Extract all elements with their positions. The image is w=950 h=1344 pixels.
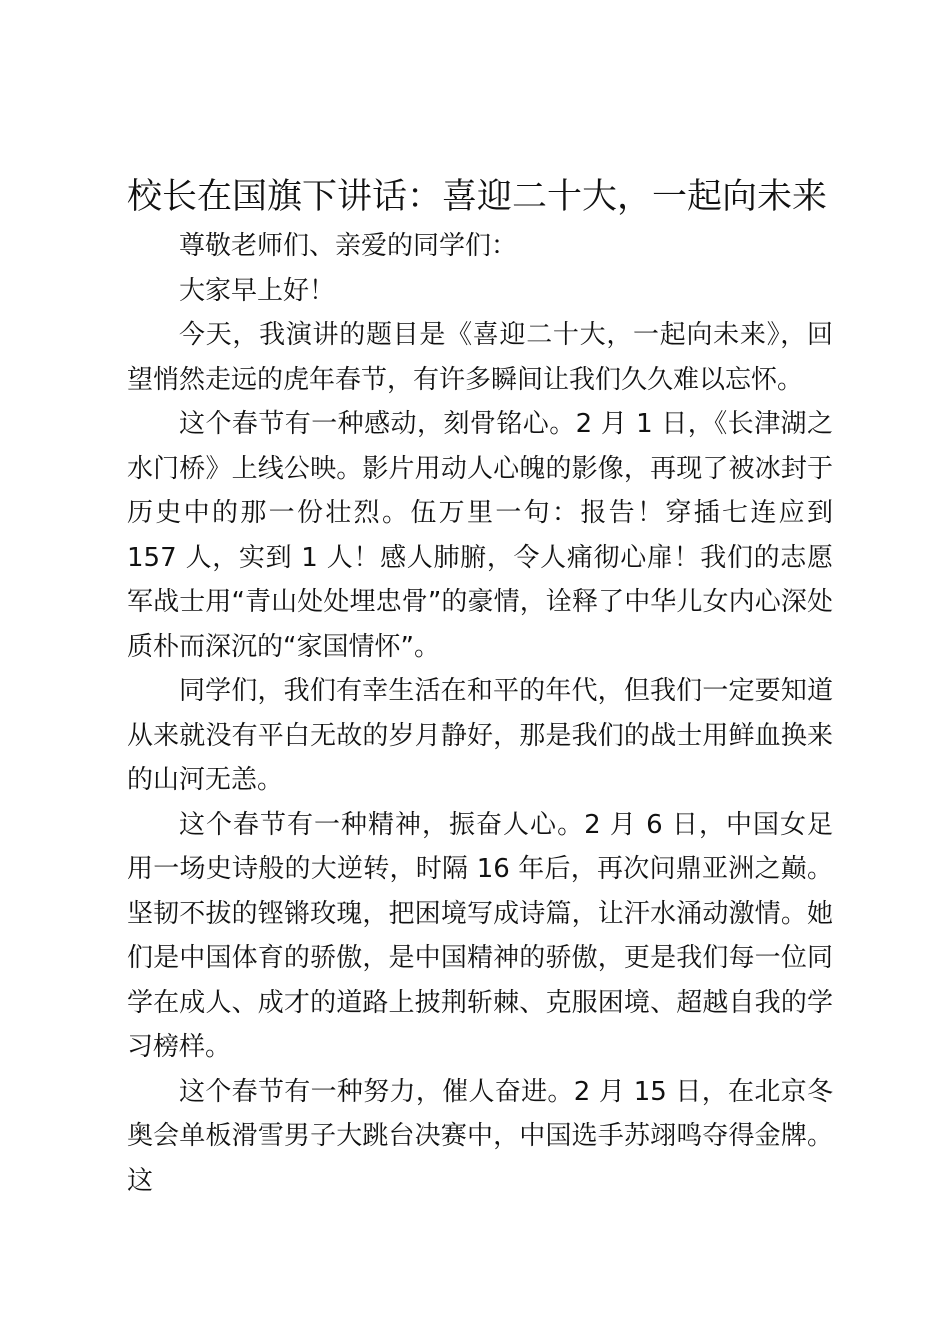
body-paragraph: 这个春节有一种努力，催人奋进。2 月 15 日，在北京冬奥会单板滑雪男子大跳台决赛中，中国选手苏翊鸣夺得金牌。这 (127, 1076, 833, 1196)
document-body (127, 224, 833, 1203)
body-paragraph: 这个春节有一种感动，刻骨铭心。2 月 1 日，《长津湖之水门桥》上线公映。影片用动人心魄的影像，再现了被冰封于历史中的那一份壮烈。伍万里一句：报告！穿插七连应到 157 人，实到 1 人！感人肺腑，令人痛彻心扉！我们的志愿军战士用“青山处处埋忠骨”的豪情，诠释了中华儿女内心深处质朴而深沉的“家国情怀”。 (127, 409, 833, 662)
salutation-paragraph: 尊敬老师们、亲爱的同学们： (179, 231, 518, 261)
greeting-paragraph: 大家早上好！ (179, 275, 336, 306)
document-title: 校长在国旗下讲话：喜迎二十大，一起向未来 (127, 177, 828, 217)
body-paragraph: 今天，我演讲的题目是《喜迎二十大，一起向未来》，回望悄然走远的虎年春节，有许多瞬间让我们久久难以忘怀。 (127, 320, 833, 395)
body-paragraph: 这个春节有一种精神，振奋人心。2 月 6 日，中国女足用一场史诗般的大逆转，时隔 16 年后，再次问鼎亚洲之巅。坚韧不拔的铿锵玫瑰，把困境写成诗篇，让汗水涌动激情。她们是中国体育的骄傲，是中国精神的骄傲，更是我们每一位同学在成人、成才的道路上披荆斩棘、克服困境、超越自我的学习榜样。 (127, 809, 833, 1062)
body-paragraph: 同学们，我们有幸生活在和平的年代，但我们一定要知道从来就没有平白无故的岁月静好，那是我们的战士用鲜血换来的山河无恙。 (127, 676, 833, 795)
